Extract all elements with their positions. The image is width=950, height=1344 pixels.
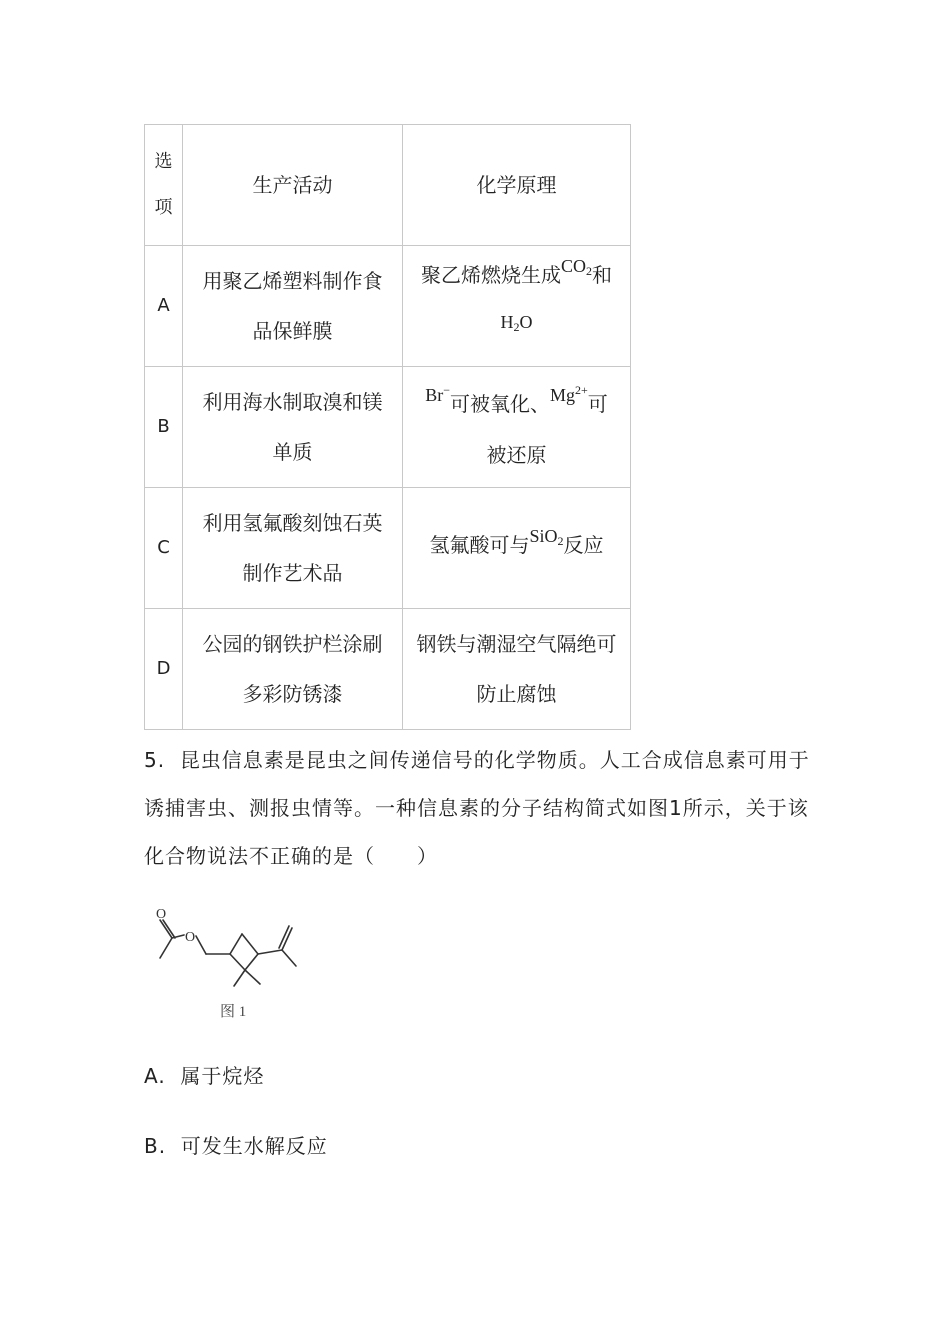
atom-o-carbonyl: O [156,907,167,922]
row-option: B [145,367,183,488]
row-option: D [145,609,183,730]
answer-table [144,124,631,730]
atom-o-ester: O [185,930,196,945]
row-principle: 聚乙烯燃烧生成$CO_2$和 $H_2O$ [403,246,631,367]
figure-caption: 图 1 [220,1004,247,1020]
question-body: 昆虫信息素是昆虫之间传递信号的化学物质。人工合成信息素可用于诱捕害虫、测报虫情等。一种信息素的分子结构简式如图1所示，关于该化合物说法不正确的是（ ） [144,748,810,868]
row-activity: 用聚乙烯塑料制作食 品保鲜膜 [183,246,403,367]
table-row [145,609,631,730]
row-principle: 钢铁与潮湿空气隔绝可 防止腐蚀 [403,609,631,730]
row-activity: 利用海水制取溴和镁 单质 [183,367,403,488]
row-activity: 公园的钢铁护栏涂刷 多彩防锈漆 [183,609,403,730]
question-text [144,736,824,880]
row-activity: 利用氢氟酸刻蚀石英 制作艺术品 [183,488,403,609]
molecule-figure [150,898,320,1028]
option-b: B. 可发生水解反应 [144,1134,328,1158]
table-row [145,367,631,488]
row-option: A [145,246,183,367]
header-option: 选 项 [145,125,183,246]
header-activity: 生产活动 [183,125,403,246]
table-row [145,246,631,367]
header-principle: 化学原理 [403,125,631,246]
table-header-row [145,125,631,246]
row-principle: 氢氟酸可与SiO$_2$反应 [403,488,631,609]
molecule-structure-diagram [150,898,320,1028]
row-option: C [145,488,183,609]
row-principle: Br−可被氧化、$Mg^{2+}$可 被还原 [403,367,631,488]
question-number: 5. [144,748,166,772]
option-a: A. 属于烷烃 [144,1064,265,1088]
table-row [145,488,631,609]
